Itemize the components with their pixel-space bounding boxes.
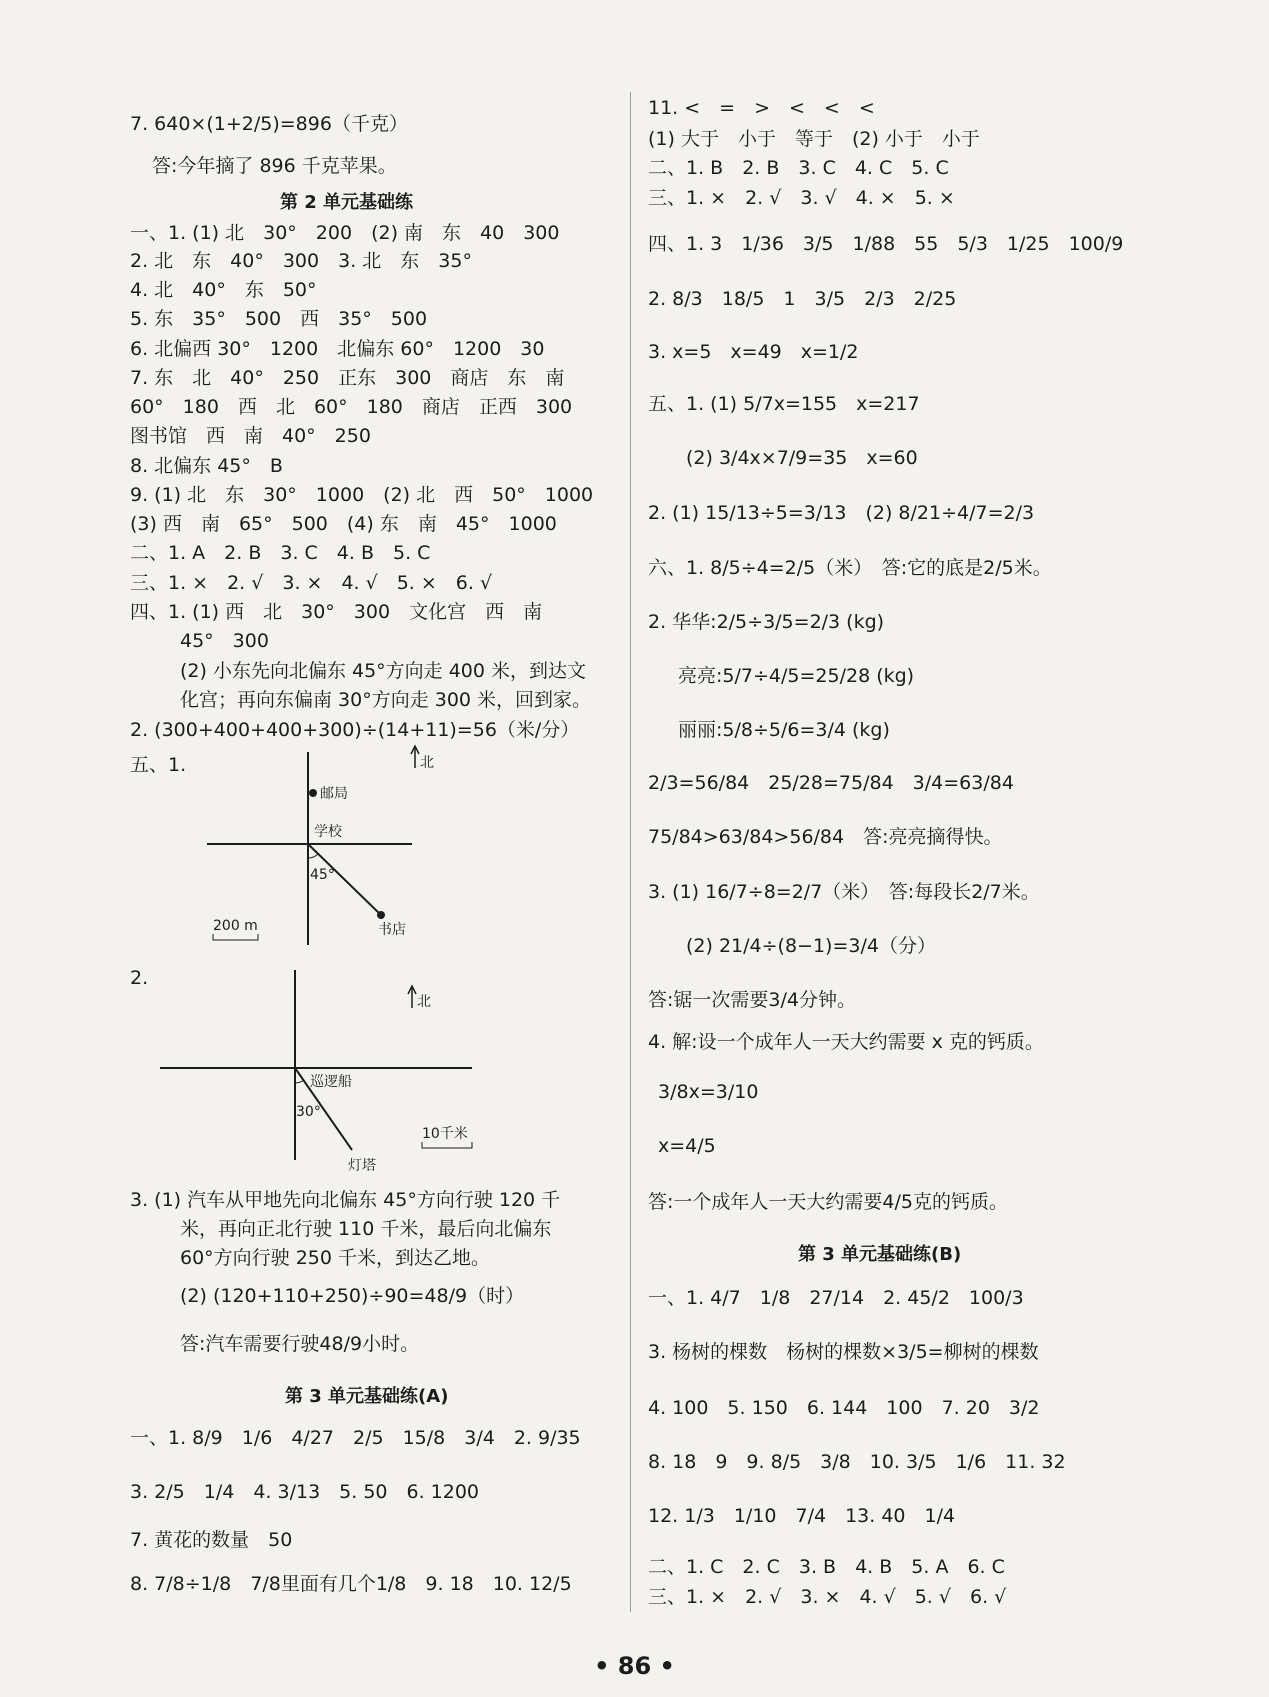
answer-line: 2. 8/3 18/5 1 3/5 2/3 2/25 — [648, 288, 957, 310]
bookstore-label: 书店 — [378, 922, 406, 938]
answer-line: 五、1. — [130, 754, 187, 776]
answer-line: 丽丽:5/8÷5/6=3/4 (kg) — [678, 719, 890, 741]
north-label: 北 — [420, 755, 434, 771]
answer-line: 答:锯一次需要3/4分钟。 — [648, 989, 856, 1011]
answer-line: 化宫；再向东偏南 30°方向走 300 米，回到家。 — [180, 689, 592, 711]
lighthouse-label: 灯塔 — [348, 1158, 376, 1174]
answer-line: 三、1. × 2. √ 3. × 4. √ 5. × 6. √ — [130, 572, 493, 594]
answer-line: 2. — [130, 967, 149, 989]
answer-line: 2/3=56/84 25/28=75/84 3/4=63/84 — [648, 772, 1014, 794]
answer-line: 一、1. 4/7 1/8 27/14 2. 45/2 100/3 — [648, 1287, 1024, 1309]
answer-line: 二、1. A 2. B 3. C 4. B 5. C — [130, 542, 431, 564]
answer-line: 7. 黄花的数量 50 — [130, 1529, 293, 1551]
answer-line: 六、1. 8/5÷4=2/5（米） 答:它的底是2/5米。 — [648, 557, 1052, 579]
angle-label: 45° — [310, 867, 335, 883]
patrol-boat-label: 巡逻船 — [310, 1074, 352, 1090]
answer-line: 3/8x=3/10 — [658, 1081, 759, 1103]
answer-line: (2) 小东先向北偏东 45°方向走 400 米，到达文 — [180, 660, 587, 682]
answer-line: 8. 北偏东 45° B — [130, 455, 283, 477]
answer-line: 2. 北 东 40° 300 3. 北 东 35° — [130, 250, 472, 272]
answer-line: 4. 解:设一个成年人一天大约需要 x 克的钙质。 — [648, 1031, 1044, 1053]
column-divider — [630, 92, 631, 1612]
answer-line: 图书馆 西 南 40° 250 — [130, 425, 371, 447]
answer-line: 3. 杨树的棵数 杨树的棵数×3/5=柳树的棵数 — [648, 1341, 1039, 1363]
answer-line: 一、1. (1) 北 30° 200 (2) 南 东 40 300 — [130, 222, 560, 244]
answer-line: 二、1. B 2. B 3. C 4. C 5. C — [648, 157, 949, 179]
answer-line: (3) 西 南 65° 500 (4) 东 南 45° 1000 — [130, 513, 557, 535]
angle-arc — [295, 1080, 304, 1083]
answer-line: 五、1. (1) 5/7x=155 x=217 — [648, 393, 920, 415]
answer-line: 答:汽车需要行驶48/9小时。 — [180, 1333, 420, 1355]
answer-line: 3. x=5 x=49 x=1/2 — [648, 341, 859, 363]
answer-line: 一、1. 8/9 1/6 4/27 2/5 15/8 3/4 2. 9/35 — [130, 1427, 581, 1449]
post-office-label: 邮局 — [320, 786, 348, 802]
answer-line: 答:一个成年人一天大约需要4/5克的钙质。 — [648, 1191, 1008, 1213]
answer-line: 3. 2/5 1/4 4. 3/13 5. 50 6. 1200 — [130, 1481, 480, 1503]
section-title: 第 3 单元基础练(A) — [285, 1386, 449, 1407]
answer-line: 45° 300 — [180, 630, 269, 652]
answer-line: 7. 东 北 40° 250 正东 300 商店 东 南 — [130, 367, 565, 389]
section-title: 第 2 单元基础练 — [280, 192, 414, 213]
answer-line: 5. 东 35° 500 西 35° 500 — [130, 308, 428, 330]
answer-line: (1) 大于 小于 等于 (2) 小于 小于 — [648, 128, 980, 150]
angle-label: 30° — [296, 1104, 321, 1120]
answer-line: 答:今年摘了 896 千克苹果。 — [152, 155, 397, 177]
answer-line: 7. 640×(1+2/5)=896（千克） — [130, 113, 408, 135]
answer-line: 四、1. (1) 西 北 30° 300 文化宫 西 南 — [130, 601, 543, 623]
scale-label: 200 m — [213, 918, 258, 934]
answer-line: 11. < = > < < < — [648, 97, 875, 119]
answer-line: 三、1. × 2. √ 3. √ 4. × 5. × — [648, 187, 955, 209]
answer-line: (2) (120+110+250)÷90=48/9（时） — [180, 1285, 525, 1307]
answer-line: 四、1. 3 1/36 3/5 1/88 55 5/3 1/25 100/9 — [648, 233, 1124, 255]
answer-line: (2) 21/4÷(8−1)=3/4（分） — [686, 935, 936, 957]
answer-line: 6. 北偏西 30° 1200 北偏东 60° 1200 30 — [130, 338, 545, 360]
answer-line: 2. (300+400+400+300)÷(14+11)=56（米/分） — [130, 719, 580, 741]
answer-line: 8. 7/8÷1/8 7/8里面有几个1/8 9. 18 10. 12/5 — [130, 1573, 572, 1595]
answer-line: 9. (1) 北 东 30° 1000 (2) 北 西 50° 1000 — [130, 484, 594, 506]
answer-line: 三、1. × 2. √ 3. × 4. √ 5. √ 6. √ — [648, 1586, 1007, 1608]
answer-line: x=4/5 — [658, 1135, 716, 1157]
section-title: 第 3 单元基础练(B) — [798, 1244, 962, 1265]
answer-line: 4. 100 5. 150 6. 144 100 7. 20 3/2 — [648, 1397, 1040, 1419]
answer-line: 2. (1) 15/13÷5=3/13 (2) 8/21÷4/7=2/3 — [648, 502, 1035, 524]
answer-line: 2. 华华:2/5÷3/5=2/3 (kg) — [648, 611, 885, 633]
north-label: 北 — [417, 994, 431, 1010]
answer-line: 75/84>63/84>56/84 答:亮亮摘得快。 — [648, 826, 1003, 848]
answer-line: 8. 18 9 9. 8/5 3/8 10. 3/5 1/6 11. 32 — [648, 1451, 1066, 1473]
answer-line: 60° 180 西 北 60° 180 商店 正西 300 — [130, 396, 573, 418]
answer-line: 米，再向正北行驶 110 千米，最后向北偏东 — [180, 1218, 552, 1240]
answer-line: 12. 1/3 1/10 7/4 13. 40 1/4 — [648, 1505, 956, 1527]
answer-line: 3. (1) 汽车从甲地先向北偏东 45°方向行驶 120 千 — [130, 1189, 561, 1211]
answer-line: 3. (1) 16/7÷8=2/7（米） 答:每段长2/7米。 — [648, 881, 1040, 903]
answer-line: 4. 北 40° 东 50° — [130, 279, 317, 301]
school-label: 学校 — [314, 824, 342, 840]
scale-label: 10千米 — [422, 1126, 468, 1142]
answer-line: (2) 3/4x×7/9=35 x=60 — [686, 447, 918, 469]
answer-line: 亮亮:5/7÷4/5=25/28 (kg) — [678, 665, 915, 687]
scale-bar — [422, 1142, 472, 1148]
answer-line: 二、1. C 2. C 3. B 4. B 5. A 6. C — [648, 1556, 1005, 1578]
answer-line: 60°方向行驶 250 千米，到达乙地。 — [180, 1247, 491, 1269]
page-number: • 86 • — [594, 1652, 675, 1680]
